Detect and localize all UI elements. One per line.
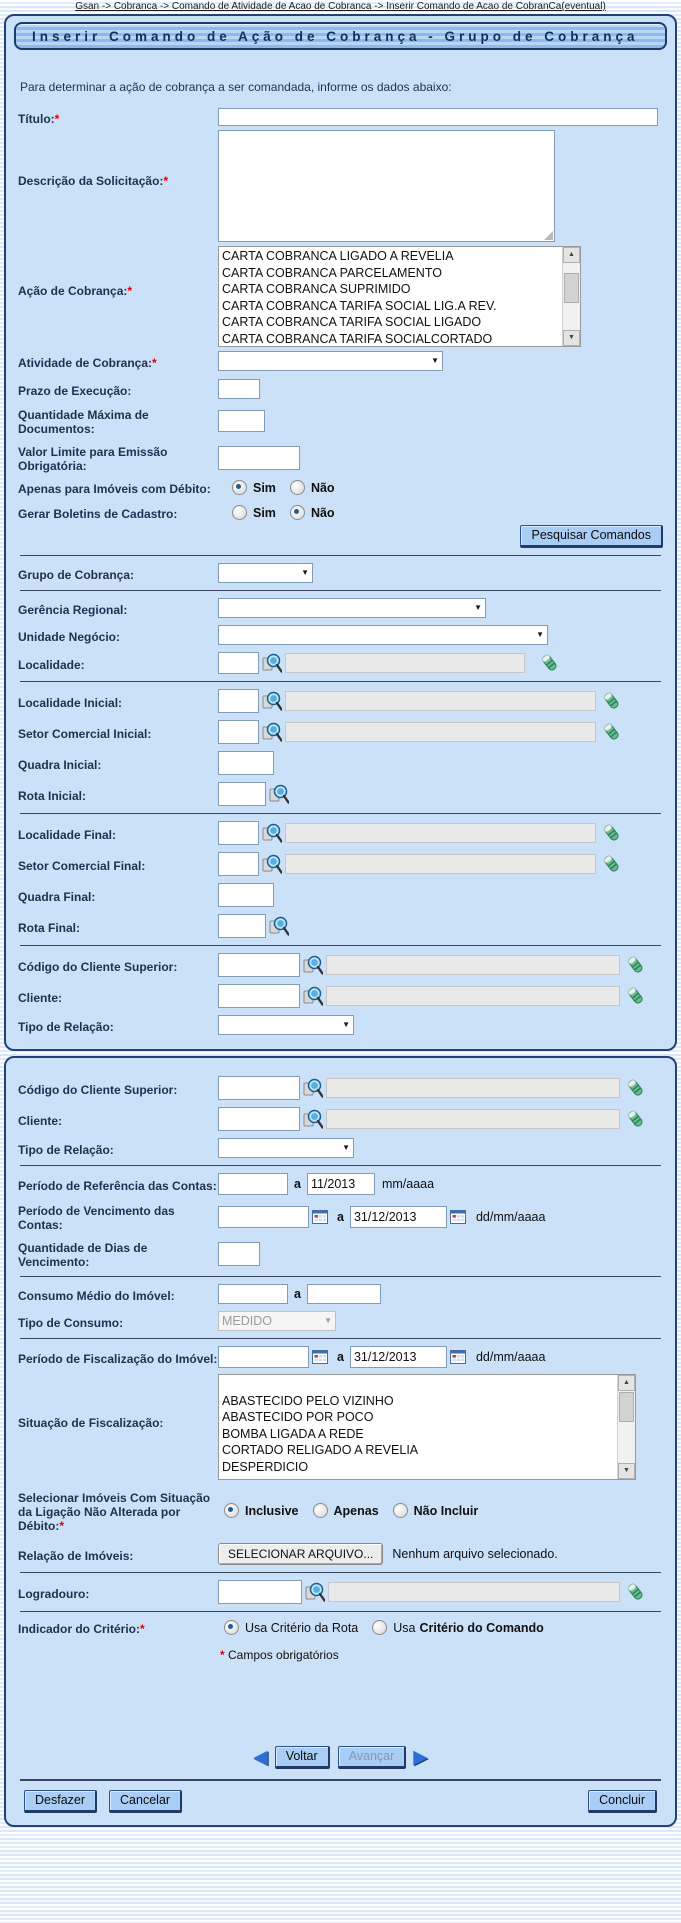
search-icon[interactable] — [269, 916, 289, 936]
periodo-vencimento-label: Período de Vencimento das Contas: — [18, 1204, 175, 1232]
search-icon[interactable] — [303, 1109, 323, 1129]
search-icon[interactable] — [262, 823, 282, 843]
search-icon[interactable] — [262, 653, 282, 673]
grupo-cobranca-select[interactable] — [218, 563, 313, 583]
divider — [20, 1276, 661, 1277]
chevron-down-icon: ▼ — [431, 356, 439, 365]
localidade-code-input[interactable] — [218, 652, 259, 674]
localidade-final-name-field — [285, 823, 596, 843]
tipo-relacao-label: Tipo de Relação: — [18, 1019, 114, 1034]
scroll-up-icon[interactable]: ▲ — [618, 1375, 635, 1391]
consumo-medio-from-input[interactable] — [218, 1284, 288, 1304]
localidade-final-code-input[interactable] — [218, 821, 259, 845]
eraser-icon[interactable] — [601, 722, 621, 742]
gerar-boletins-nao-radio[interactable] — [290, 505, 305, 520]
consumo-medio-to-input[interactable] — [307, 1284, 381, 1304]
titulo-input[interactable] — [218, 108, 658, 126]
list-item[interactable] — [222, 1376, 616, 1393]
scroll-down-icon[interactable]: ▼ — [563, 330, 580, 346]
search-icon[interactable] — [303, 1078, 323, 1098]
codigo-cliente-superior-label: Código do Cliente Superior: — [18, 1082, 178, 1097]
chevron-down-icon: ▼ — [342, 1143, 350, 1152]
selecionar-arquivo-button[interactable]: SELECIONAR ARQUIVO... — [218, 1543, 383, 1565]
setor-comercial-inicial-label: Setor Comercial Inicial: — [18, 726, 152, 741]
list-item[interactable]: BOMBA LIGADA A REDE — [222, 1426, 364, 1441]
setor-comercial-final-label: Setor Comercial Final: — [18, 858, 146, 873]
codigo-cliente-superior-input-2[interactable] — [218, 1076, 300, 1100]
list-item[interactable]: ABASTECIDO PELO VIZINHO — [222, 1393, 394, 1408]
logradouro-name-field — [328, 1582, 620, 1602]
search-icon[interactable] — [262, 722, 282, 742]
apenas-imoveis-nao-radio[interactable] — [290, 480, 305, 495]
apenas-imoveis-sim-radio[interactable] — [232, 480, 247, 495]
list-item[interactable]: CARTA COBRANCA TARIFA SOCIAL LIGADO — [222, 315, 482, 329]
calendar-icon[interactable] — [312, 1209, 328, 1225]
main-panel: Inserir Comando de Ação de Cobrança - Grupo de Cobrança Para determinar a ação de cobrança a ser comandada, informe os dados abaixo: Título:* Descrição da Solicitação:* Ação de Cobrança:* CARTA COBRANCA LIGADO A REVELIA CARTA COBRANCA PARCELAMENTO CARTA COBRANCA SUPRIMIDO CARTA COBRANCA TARIFA SOCIAL LIG.A REV. CARTA COBRANCA TARIFA SOCIAL LIGADO CARTA COBRANCA TARIFA SOCIALCORTADO ▲ ▼ Atividade de Cobrança:* ▼ Prazo de Execução: Quantidade Máxima de Documentos: Valor Limite para Emissão Obrigatória: Apenas para Imóveis com Débito: Sim Não Gerar Boletins de Cadastro: Sim Não Pesquisar Comandos Grupo de Cobrança: ▼ Gerência Regional: ▼ Unidade Negócio: ▼ Localidade: Localidade Inicial: Setor Comercial Inicial: Quadra Inicial: Rota Inicial: Localidade Final: Setor Comercial Final: Quadra Final: Rota Final: Código do Cliente Superior: Cliente: Tipo de Relação: ▼ — [4, 14, 677, 1051]
divider — [20, 681, 661, 682]
eraser-icon[interactable] — [625, 986, 645, 1006]
list-item[interactable]: CORTADO RELIGADO A REVELIA — [222, 1443, 419, 1457]
situacao-fiscalizacao-label: Situação de Fiscalização: — [18, 1416, 164, 1430]
codigo-cliente-superior-name-field-2 — [326, 1078, 620, 1098]
gerencia-regional-label: Gerência Regional: — [18, 602, 128, 617]
qtd-max-documentos-input[interactable] — [218, 410, 265, 432]
periodo-fiscalizacao-to-input[interactable] — [350, 1346, 447, 1368]
divider — [20, 590, 661, 591]
prazo-execucao-label: Prazo de Execução: — [18, 383, 132, 398]
relacao-imoveis-label: Relação de Imóveis: — [18, 1548, 134, 1563]
pesquisar-comandos-button[interactable]: Pesquisar Comandos — [520, 525, 663, 548]
required-marker: * — [140, 1622, 145, 1636]
range-connector: a — [337, 1350, 344, 1364]
quadra-inicial-input[interactable] — [218, 751, 274, 775]
page-title-bar — [14, 22, 667, 50]
codigo-cliente-superior-input[interactable] — [218, 953, 300, 977]
selecionar-imoveis-label: Selecionar Imóveis Com Situação da Ligação Não Alterada por Débito: — [18, 1491, 211, 1533]
qtd-dias-vencimento-input[interactable] — [218, 1242, 260, 1266]
calendar-icon[interactable] — [450, 1209, 466, 1225]
divider — [20, 945, 661, 946]
search-icon[interactable] — [305, 1582, 325, 1602]
logradouro-label: Logradouro: — [18, 1586, 90, 1601]
qtd-max-documentos-label: Quantidade Máxima de Documentos: — [18, 408, 149, 436]
secondary-panel: Código do Cliente Superior: Cliente: Tipo de Relação: ▼ Período de Referência das Contas: a 11/2013 mm/aaaa Período de Vencimento das Contas: a 31/12/2013 dd/mm/aaaa Quantidade de Dias de Vencimento: Consumo Médio do Imóvel: a Tipo de Consumo: MEDIDO ▼ Período de Fiscalização do Imóvel: a 31/12/2013 dd/mm/aaaa Situação de Fiscalização: ABASTECIDO PELO VIZINHO ABASTECIDO POR POCO BOMBA LIGADA A REDE CORTADO RELIGADO A REVELIA DESPERDICIO ▲ ▼ Selecionar Imóveis Com Situação da Ligação Não Alterada por Débito:* Inclusive Apenas Não Incluir Relação de Imóveis: SELECIONAR ARQUIVO... Nenhum arquivo selecionado. Logradouro: Indicador do Critério:* Usa Critério da Rota Usa Critério do Comando * Campos obrigatórios ◀ Voltar Avançar ▶ Desfazer Cancelar Concluir — [4, 1056, 677, 1827]
chevron-down-icon: ▼ — [474, 603, 482, 612]
situacao-fiscalizacao-listbox[interactable] — [218, 1374, 636, 1480]
acao-cobranca-label: Ação de Cobrança: — [18, 284, 128, 298]
search-icon[interactable] — [303, 986, 323, 1006]
chevron-down-icon: ▼ — [301, 568, 309, 577]
tipo-relacao-select-2[interactable] — [218, 1138, 354, 1158]
date-format-hint: dd/mm/aaaa — [475, 1350, 546, 1364]
divider — [20, 1572, 661, 1573]
eraser-icon[interactable] — [601, 691, 621, 711]
list-item[interactable]: DESPERDICIO — [222, 1459, 309, 1474]
periodo-vencimento-from-input[interactable] — [218, 1206, 309, 1228]
atividade-cobranca-label: Atividade de Cobrança: — [18, 355, 153, 370]
search-icon[interactable] — [262, 854, 282, 874]
range-connector: a — [337, 1209, 344, 1224]
voltar-button[interactable]: Voltar — [275, 1746, 330, 1769]
tipo-relacao-label: Tipo de Relação: — [18, 1142, 114, 1157]
eraser-icon[interactable] — [539, 653, 559, 673]
desfazer-button[interactable]: Desfazer — [24, 1790, 97, 1813]
cliente-label: Cliente: — [18, 990, 63, 1005]
required-marker: * — [127, 284, 133, 298]
periodo-fiscalizacao-from-input[interactable] — [218, 1346, 309, 1368]
divider — [20, 1165, 661, 1166]
apenas-imoveis-debito-label: Apenas para Imóveis com Débito: — [18, 482, 211, 496]
tipo-consumo-label: Tipo de Consumo: — [18, 1315, 124, 1330]
chevron-down-icon: ▼ — [324, 1316, 332, 1325]
breadcrumb[interactable]: Gsan -> Cobranca -> Comando de Atividade de Acao de Cobranca -> Inserir Comando de Acao de CobranCa(eventual) — [75, 1, 606, 12]
file-status-text: Nenhum arquivo selecionado. — [392, 1547, 558, 1561]
atividade-cobranca-select[interactable] — [218, 351, 443, 371]
localidade-name-field — [285, 653, 525, 673]
localidade-inicial-label: Localidade Inicial: — [18, 695, 123, 710]
setor-comercial-inicial-code-input[interactable] — [218, 720, 259, 744]
localidade-label: Localidade: — [18, 657, 85, 672]
required-marker: * — [152, 355, 157, 370]
selecionar-imoveis-apenas-radio[interactable] — [313, 1503, 328, 1518]
grupo-cobranca-label: Grupo de Cobrança: — [18, 567, 135, 582]
avancar-button[interactable]: Avançar — [338, 1746, 407, 1769]
qtd-dias-vencimento-label: Quantidade de Dias de Vencimento: — [18, 1241, 148, 1269]
back-arrow-icon[interactable]: ◀ — [253, 1746, 268, 1768]
required-marker: * — [54, 111, 60, 126]
cliente-input-2[interactable] — [218, 1107, 300, 1131]
required-fields-note: * Campos obrigatórios — [220, 1648, 339, 1662]
divider — [20, 1338, 661, 1339]
eraser-icon[interactable] — [625, 1582, 645, 1602]
divider — [20, 1611, 661, 1612]
setor-comercial-final-name-field — [285, 854, 596, 874]
valor-limite-input[interactable] — [218, 446, 300, 470]
periodo-vencimento-to-input[interactable] — [350, 1206, 447, 1228]
required-marker: * — [59, 1519, 64, 1533]
rota-final-input[interactable] — [218, 914, 266, 938]
tipo-relacao-select[interactable] — [218, 1015, 354, 1035]
date-format-hint: mm/aaaa — [381, 1177, 435, 1191]
search-icon[interactable] — [262, 691, 282, 711]
unidade-negocio-select[interactable] — [218, 625, 548, 645]
quadra-inicial-label: Quadra Inicial: — [18, 757, 102, 772]
descricao-textarea[interactable] — [218, 130, 555, 242]
selecionar-imoveis-nao-incluir-radio[interactable] — [393, 1503, 408, 1518]
rota-inicial-label: Rota Inicial: — [18, 788, 87, 803]
quadra-final-label: Quadra Final: — [18, 889, 96, 904]
scrollbar[interactable] — [617, 1375, 635, 1479]
cliente-name-field — [326, 986, 620, 1006]
divider — [20, 813, 661, 814]
chevron-down-icon: ▼ — [342, 1020, 350, 1029]
periodo-fiscalizacao-label: Período de Fiscalização do Imóvel: — [18, 1351, 218, 1366]
list-item[interactable]: CARTA COBRANCA SUPRIMIDO — [222, 282, 411, 296]
eraser-icon[interactable] — [625, 1078, 645, 1098]
required-marker: * — [163, 174, 169, 188]
descricao-label: Descrição da Solicitação: — [18, 174, 164, 188]
calendar-icon[interactable] — [312, 1349, 328, 1365]
gerencia-regional-select[interactable] — [218, 598, 486, 618]
periodo-referencia-to-input[interactable] — [307, 1173, 375, 1195]
localidade-inicial-name-field — [285, 691, 596, 711]
consumo-medio-label: Consumo Médio do Imóvel: — [18, 1288, 175, 1303]
range-connector: a — [294, 1177, 301, 1191]
gerar-boletins-label: Gerar Boletins de Cadastro: — [18, 507, 178, 521]
scroll-thumb[interactable] — [564, 273, 579, 303]
criterio-comando-radio[interactable] — [372, 1620, 387, 1635]
page-title: Inserir Comando de Ação de Cobrança - Grupo de Cobrança — [32, 28, 639, 44]
cancelar-button[interactable]: Cancelar — [109, 1790, 182, 1813]
valor-limite-label: Valor Limite para Emissão Obrigatória: — [18, 445, 168, 473]
eraser-icon[interactable] — [625, 955, 645, 975]
codigo-cliente-superior-name-field — [326, 955, 620, 975]
scroll-up-icon[interactable]: ▲ — [563, 247, 580, 263]
list-item[interactable]: CARTA COBRANCA LIGADO A REVELIA — [222, 249, 454, 263]
forward-arrow-icon[interactable]: ▶ — [413, 1746, 428, 1768]
rota-inicial-input[interactable] — [218, 782, 266, 806]
scrollbar[interactable] — [562, 247, 580, 346]
periodo-referencia-label: Período de Referência das Contas: — [18, 1178, 217, 1193]
setor-comercial-inicial-name-field — [285, 722, 596, 742]
logradouro-code-input[interactable] — [218, 1580, 302, 1604]
chevron-down-icon: ▼ — [536, 630, 544, 639]
range-connector: a — [294, 1287, 301, 1301]
prazo-execucao-input[interactable] — [218, 379, 260, 399]
cliente-input[interactable] — [218, 984, 300, 1008]
localidade-inicial-code-input[interactable] — [218, 689, 259, 713]
rota-final-label: Rota Final: — [18, 920, 80, 935]
eraser-icon[interactable] — [625, 1109, 645, 1129]
resize-grip-icon[interactable] — [544, 231, 553, 240]
scroll-down-icon[interactable]: ▼ — [618, 1463, 635, 1479]
tipo-consumo-select: MEDIDO ▼ — [218, 1311, 336, 1331]
unidade-negocio-label: Unidade Negócio: — [18, 629, 121, 644]
acao-cobranca-listbox[interactable] — [218, 246, 581, 347]
criterio-rota-radio[interactable] — [224, 1620, 239, 1635]
intro-text: Para determinar a ação de cobrança a ser comandada, informe os dados abaixo: — [20, 80, 452, 94]
cliente-label: Cliente: — [18, 1113, 63, 1128]
scroll-thumb[interactable] — [619, 1392, 634, 1422]
quadra-final-input[interactable] — [218, 883, 274, 907]
indicador-criterio-label: Indicador do Critério: — [18, 1622, 141, 1636]
periodo-referencia-from-input[interactable] — [218, 1173, 288, 1195]
eraser-icon[interactable] — [601, 823, 621, 843]
list-item[interactable]: CARTA COBRANCA TARIFA SOCIALCORTADO — [222, 331, 493, 346]
list-item[interactable]: ABASTECIDO POR POCO — [222, 1410, 374, 1424]
list-item[interactable]: CARTA COBRANCA PARCELAMENTO — [222, 265, 442, 280]
eraser-icon[interactable] — [601, 854, 621, 874]
titulo-label: Título: — [18, 111, 55, 126]
cliente-name-field-2 — [326, 1109, 620, 1129]
date-format-hint: dd/mm/aaaa — [475, 1209, 546, 1224]
divider — [20, 555, 661, 556]
codigo-cliente-superior-label: Código do Cliente Superior: — [18, 959, 178, 974]
divider — [20, 1779, 661, 1781]
calendar-icon[interactable] — [450, 1349, 466, 1365]
localidade-final-label: Localidade Final: — [18, 827, 117, 842]
selecionar-imoveis-inclusive-radio[interactable] — [224, 1503, 239, 1518]
concluir-button[interactable]: Concluir — [588, 1790, 657, 1813]
search-icon[interactable] — [303, 955, 323, 975]
gerar-boletins-sim-radio[interactable] — [232, 505, 247, 520]
setor-comercial-final-code-input[interactable] — [218, 852, 259, 876]
search-icon[interactable] — [269, 784, 289, 804]
list-item[interactable]: CARTA COBRANCA TARIFA SOCIAL LIG.A REV. — [222, 298, 497, 313]
